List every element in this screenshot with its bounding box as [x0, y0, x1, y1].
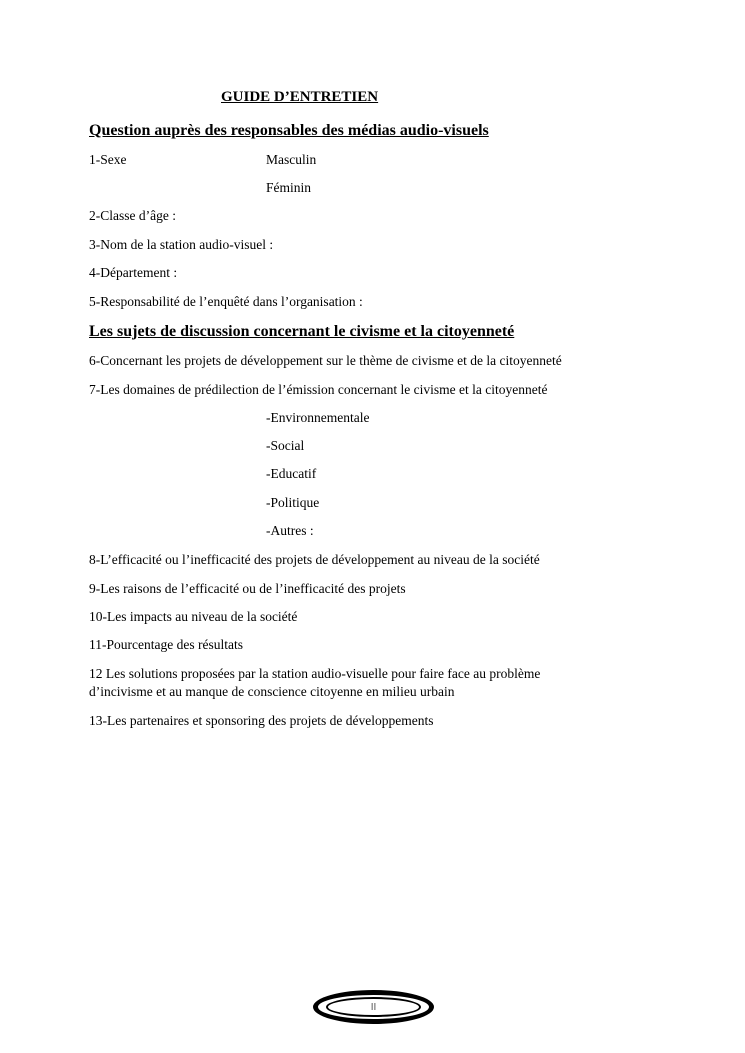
question-12-line-1: 12 Les solutions proposées par la station audio-visuelle pour faire face au problème — [89, 666, 541, 681]
option-environnementale: -Environnementale — [266, 410, 370, 425]
question-9: 9-Les raisons de l’efficacité ou de l’inefficacité des projets — [89, 581, 406, 596]
page-number: II — [326, 997, 421, 1017]
document-title: GUIDE D’ENTRETIEN — [221, 89, 379, 105]
question-8: 8-L’efficacité ou l’inefficacité des projets de développement au niveau de la société — [89, 552, 540, 567]
question-12-line-2: d’incivisme et au manque de conscience citoyenne en milieu urbain — [89, 684, 455, 699]
question-13: 13-Les partenaires et sponsoring des projets de développements — [89, 713, 434, 728]
question-11: 11-Pourcentage des résultats — [89, 637, 243, 652]
option-educatif: -Educatif — [266, 466, 317, 481]
question-10: 10-Les impacts au niveau de la société — [89, 609, 298, 624]
option-feminin: Féminin — [266, 180, 312, 195]
page-number-badge — [313, 990, 434, 1024]
question-6: 6-Concernant les projets de développement sur le thème de civisme et de la citoyenneté — [89, 353, 562, 368]
question-1-label: 1-Sexe — [89, 152, 127, 167]
question-5: 5-Responsabilité de l’enquêté dans l’organisation : — [89, 294, 363, 309]
section-heading-2: Les sujets de discussion concernant le civisme et la citoyenneté — [89, 323, 515, 340]
option-autres: -Autres : — [266, 523, 314, 538]
question-2: 2-Classe d’âge : — [89, 208, 176, 223]
option-politique: -Politique — [266, 495, 320, 510]
option-social: -Social — [266, 438, 305, 453]
question-7: 7-Les domaines de prédilection de l’émission concernant le civisme et la citoyenneté — [89, 382, 548, 397]
question-3: 3-Nom de la station audio-visuel : — [89, 237, 274, 252]
question-12 — [89, 665, 649, 701]
question-4: 4-Département : — [89, 265, 178, 280]
option-masculin: Masculin — [266, 152, 317, 167]
section-heading-1: Question auprès des responsables des médias audio-visuels — [89, 122, 489, 139]
